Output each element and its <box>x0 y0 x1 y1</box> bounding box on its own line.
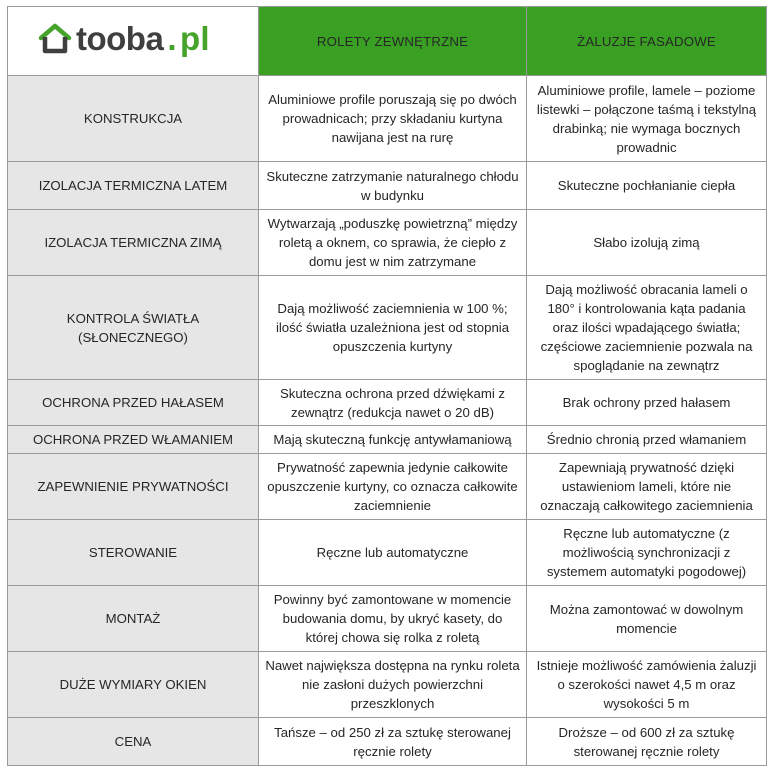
comparison-table <box>7 6 767 766</box>
zaluzje-cell: Brak ochrony przed hałasem <box>527 380 767 426</box>
row-label: KONSTRUKCJA <box>8 76 259 162</box>
zaluzje-cell: Droższe – od 600 zł za sztukę sterowanej ręcznie rolety <box>527 718 767 766</box>
table-row <box>8 718 767 766</box>
row-label: ZAPEWNIENIE PRYWATNOŚCI <box>8 454 259 520</box>
rolety-cell: Tańsze – od 250 zł za sztukę sterowanej ręcznie rolety <box>259 718 527 766</box>
tooba-logo <box>38 22 210 56</box>
table-row <box>8 76 767 162</box>
row-label: MONTAŻ <box>8 586 259 652</box>
row-label: KONTROLA ŚWIATŁA (SŁONECZNEGO) <box>8 276 259 380</box>
zaluzje-cell: Aluminiowe profile, lamele – poziome listewki – połączone taśmą i tekstylną drabinką; nie wymaga bocznych prowadnic <box>527 76 767 162</box>
rolety-cell: Powinny być zamontowane w momencie budowania domu, by ukryć kasety, do której chowa się rolka z roletą <box>259 586 527 652</box>
table-row <box>8 652 767 718</box>
row-label: OCHRONA PRZED WŁAMANIEM <box>8 426 259 454</box>
zaluzje-cell: Dają możliwość obracania lameli o 180° i kontrolowania kąta padania oraz ilości wpadającego światła; częściowe zaciemnienie pozwala na spoglądanie na zewnątrz <box>527 276 767 380</box>
rolety-cell: Prywatność zapewnia jedynie całkowite opuszczenie kurtyny, co oznacza całkowite zaciemnienie <box>259 454 527 520</box>
table-row <box>8 276 767 380</box>
rolety-cell: Ręczne lub automatyczne <box>259 520 527 586</box>
logo-dot: . <box>167 20 176 57</box>
header-rolety: ROLETY ZEWNĘTRZNE <box>259 7 527 76</box>
zaluzje-cell: Istnieje możliwość zamówienia żaluzji o szerokości nawet 4,5 m oraz wysokości 5 m <box>527 652 767 718</box>
zaluzje-cell: Ręczne lub automatyczne (z możliwością synchronizacji z systemem automatyki pogodowej) <box>527 520 767 586</box>
table-row <box>8 380 767 426</box>
house-icon <box>38 22 72 56</box>
rolety-cell: Nawet największa dostępna na rynku roleta nie zasłoni dużych powierzchni przeszklonych <box>259 652 527 718</box>
table-row <box>8 520 767 586</box>
row-label: OCHRONA PRZED HAŁASEM <box>8 380 259 426</box>
row-label: DUŻE WYMIARY OKIEN <box>8 652 259 718</box>
zaluzje-cell: Słabo izolują zimą <box>527 210 767 276</box>
zaluzje-cell: Średnio chronią przed włamaniem <box>527 426 767 454</box>
row-label: IZOLACJA TERMICZNA ZIMĄ <box>8 210 259 276</box>
row-label: STEROWANIE <box>8 520 259 586</box>
logo-brand: tooba <box>76 20 164 57</box>
table-row <box>8 210 767 276</box>
rolety-cell: Wytwarzają „poduszkę powietrzną” między roletą a oknem, co sprawia, że ciepło z domu jest w nim zatrzymane <box>259 210 527 276</box>
rolety-cell: Skuteczne zatrzymanie naturalnego chłodu w budynku <box>259 162 527 210</box>
zaluzje-cell: Można zamontować w dowolnym momencie <box>527 586 767 652</box>
rolety-cell: Aluminiowe profile poruszają się po dwóch prowadnicach; przy składaniu kurtyna nawijana jest na rurę <box>259 76 527 162</box>
table-row <box>8 454 767 520</box>
logo-tld: pl <box>180 20 210 57</box>
table-row <box>8 586 767 652</box>
table-row <box>8 162 767 210</box>
rolety-cell: Dają możliwość zaciemnienia w 100 %; ilość światła uzależniona jest od stopnia opuszczenia kurtyny <box>259 276 527 380</box>
table-row <box>8 426 767 454</box>
header-row <box>8 7 767 76</box>
row-label: CENA <box>8 718 259 766</box>
logo-cell <box>8 7 259 76</box>
rolety-cell: Mają skuteczną funkcję antywłamaniową <box>259 426 527 454</box>
zaluzje-cell: Zapewniają prywatność dzięki ustawieniom lameli, które nie oznaczają całkowitego zaciemnienia <box>527 454 767 520</box>
zaluzje-cell: Skuteczne pochłanianie ciepła <box>527 162 767 210</box>
row-label: IZOLACJA TERMICZNA LATEM <box>8 162 259 210</box>
rolety-cell: Skuteczna ochrona przed dźwiękami z zewnątrz (redukcja nawet o 20 dB) <box>259 380 527 426</box>
header-zaluzje: ŻALUZJE FASADOWE <box>527 7 767 76</box>
